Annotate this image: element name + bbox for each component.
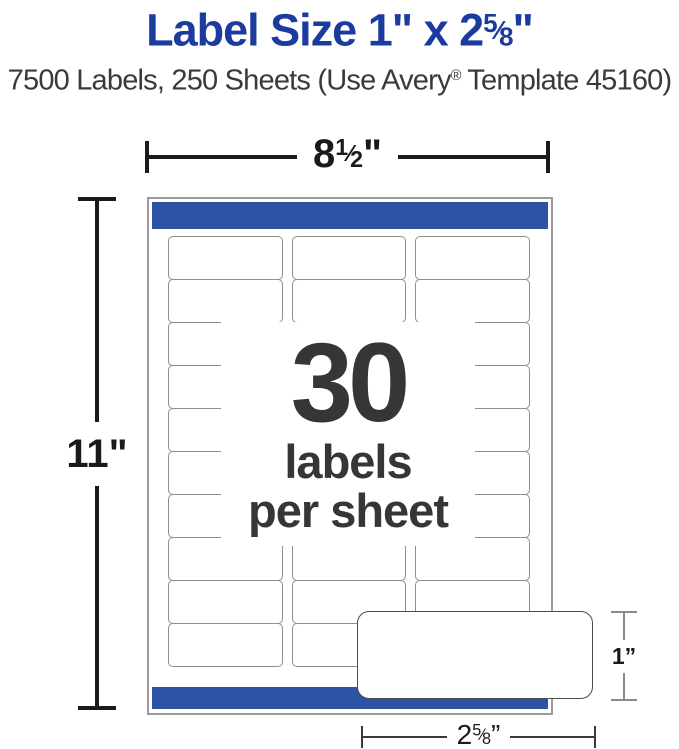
width-whole: 8 (313, 132, 336, 176)
sheet-top-margin-bar (152, 202, 548, 229)
label-height-dimension (607, 611, 641, 701)
height-value: 11 (66, 431, 109, 476)
width-fraction-slash: ⁄ (348, 139, 351, 166)
label-height-unit: ” (624, 642, 637, 669)
label-cell (292, 279, 407, 323)
sheet-width-dimension (145, 132, 550, 176)
width-fraction-denominator: 2 (350, 146, 363, 172)
labels-per-sheet-caption (221, 322, 475, 546)
registered-trademark-symbol: ® (450, 68, 461, 84)
height-unit: " (108, 431, 128, 476)
label-width-value (457, 721, 501, 749)
dimension-tick-bottom (611, 699, 637, 701)
label-width-fraction-numerator: 5 (472, 721, 482, 740)
label-width-unit: ” (491, 719, 501, 749)
dimension-line (510, 736, 594, 738)
label-width-fraction-slash: ⁄ (481, 725, 482, 744)
label-cell (415, 236, 530, 280)
caption-line-2: per sheet (248, 483, 448, 537)
dimension-line (623, 613, 625, 640)
label-cell (168, 623, 283, 667)
label-height-value (611, 642, 637, 669)
label-cell (168, 580, 283, 624)
title-unit: " (512, 4, 533, 56)
width-unit: " (362, 132, 382, 176)
sheet-height-value (66, 431, 128, 476)
label-cell (292, 236, 407, 280)
label-cell (168, 279, 283, 323)
sheet-height-dimension (66, 197, 128, 710)
width-fraction-numerator: 1 (335, 133, 349, 160)
subtitle-text-after: Template 45160) (460, 64, 672, 97)
label-width-fraction-denominator: 8 (481, 730, 492, 748)
dimension-tick-right (594, 726, 596, 748)
caption-line-1: labels (284, 434, 412, 488)
sheet-width-value (313, 134, 382, 174)
title-text: Label Size 1" x 2 (146, 4, 484, 56)
dimension-line (149, 155, 297, 159)
label-count: 30 (290, 320, 406, 445)
title-fraction-slash: ⁄ (496, 14, 500, 45)
dimension-line (363, 736, 447, 738)
dimension-tick-bottom (78, 706, 116, 710)
dimension-line (95, 201, 99, 422)
subtitle-text: 7500 Labels, 250 Sheets (Use Avery (7, 64, 451, 97)
title-fraction-denominator: 8 (499, 21, 513, 52)
single-label-callout (357, 611, 593, 699)
dimension-line (398, 155, 546, 159)
dimension-line (623, 673, 625, 700)
label-cell (415, 279, 530, 323)
dimension-tick-right (546, 141, 550, 173)
label-width-whole: 2 (456, 719, 473, 749)
label-height-number: 1 (611, 642, 625, 669)
dimension-line (95, 486, 99, 707)
product-subtitle (0, 56, 679, 100)
title-fraction-numerator: 5 (483, 8, 497, 38)
label-cell (168, 236, 283, 280)
label-width-dimension (361, 719, 596, 749)
